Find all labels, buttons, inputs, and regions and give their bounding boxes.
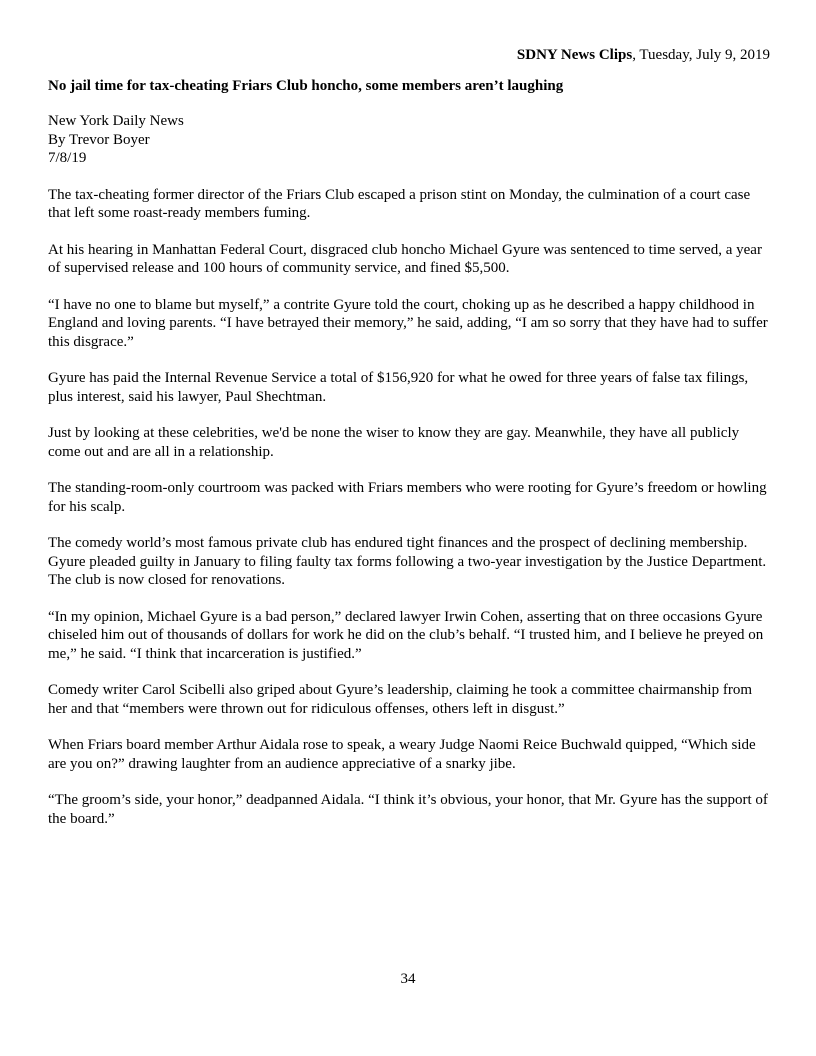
article-date: 7/8/19	[48, 150, 87, 166]
article-paragraph: Just by looking at these celebrities, we'd be none the wiser to know they are gay. Meanwhile, they have all publicly come out and are all in a relationship.	[48, 425, 740, 460]
article-paragraph: The standing-room-only courtroom was packed with Friars members who were rooting for Gyure’s freedom or howling for his scalp.	[48, 480, 767, 515]
article-source: New York Daily News	[48, 113, 184, 129]
publication-name: SDNY News Clips	[516, 47, 633, 63]
article-paragraph: The comedy world’s most famous private club has endured tight finances and the prospect of declining membership. Gyure pleaded guilty in January to filing faulty tax forms following a two-year investigation by the Justice Department. The club is now closed for renovations.	[48, 535, 767, 588]
article-body	[48, 186, 770, 829]
article-paragraph: “In my opinion, Michael Gyure is a bad person,” declared lawyer Irwin Cohen, asserting that on three occasions Gyure chiseled him out of thousands of dollars for work he did on the club’s behalf. “I trusted him, and I believe he preyed on me,” he said. “I think that incarceration is justified.”	[48, 608, 764, 662]
publication-date: , Tuesday, July 9, 2019	[632, 47, 770, 63]
article-paragraph: Comedy writer Carol Scibelli also griped about Gyure’s leadership, claiming he took a committee chairmanship from her and that “members were thrown out for ridiculous offenses, others left in disgust.”	[48, 682, 752, 717]
article-paragraph: “I have no one to blame but myself,” a contrite Gyure told the court, choking up as he described a happy childhood in England and loving parents. “I have betrayed their memory,” he said, adding, “I am so sorry that they have had to suffer this disgrace.”	[48, 296, 768, 350]
article-author: By Trevor Boyer	[48, 131, 150, 148]
article-headline: No jail time for tax-cheating Friars Club honcho, some members aren’t laughing	[48, 77, 564, 94]
article-byline	[48, 112, 770, 168]
article-paragraph: Gyure has paid the Internal Revenue Service a total of $156,920 for what he owed for three years of false tax filings, plus interest, said his lawyer, Paul Shechtman.	[48, 370, 749, 405]
article-paragraph: When Friars board member Arthur Aidala rose to speak, a weary Judge Naomi Reice Buchwald quipped, “Which side are you on?” drawing laughter from an audience appreciative of a snarky jibe.	[48, 737, 756, 772]
article-paragraph: “The groom’s side, your honor,” deadpanned Aidala. “I think it’s obvious, your honor, that Mr. Gyure has the support of the board.”	[48, 792, 768, 827]
page-number: 34	[400, 971, 416, 987]
article-paragraph: At his hearing in Manhattan Federal Court, disgraced club honcho Michael Gyure was sentenced to time served, a year of supervised release and 100 hours of community service, and fined $5,500.	[48, 241, 762, 276]
document-page	[48, 46, 770, 846]
article-paragraph: The tax-cheating former director of the Friars Club escaped a prison stint on Monday, the culmination of a court case that left some roast-ready members fuming.	[48, 186, 751, 221]
page-header	[48, 46, 770, 65]
